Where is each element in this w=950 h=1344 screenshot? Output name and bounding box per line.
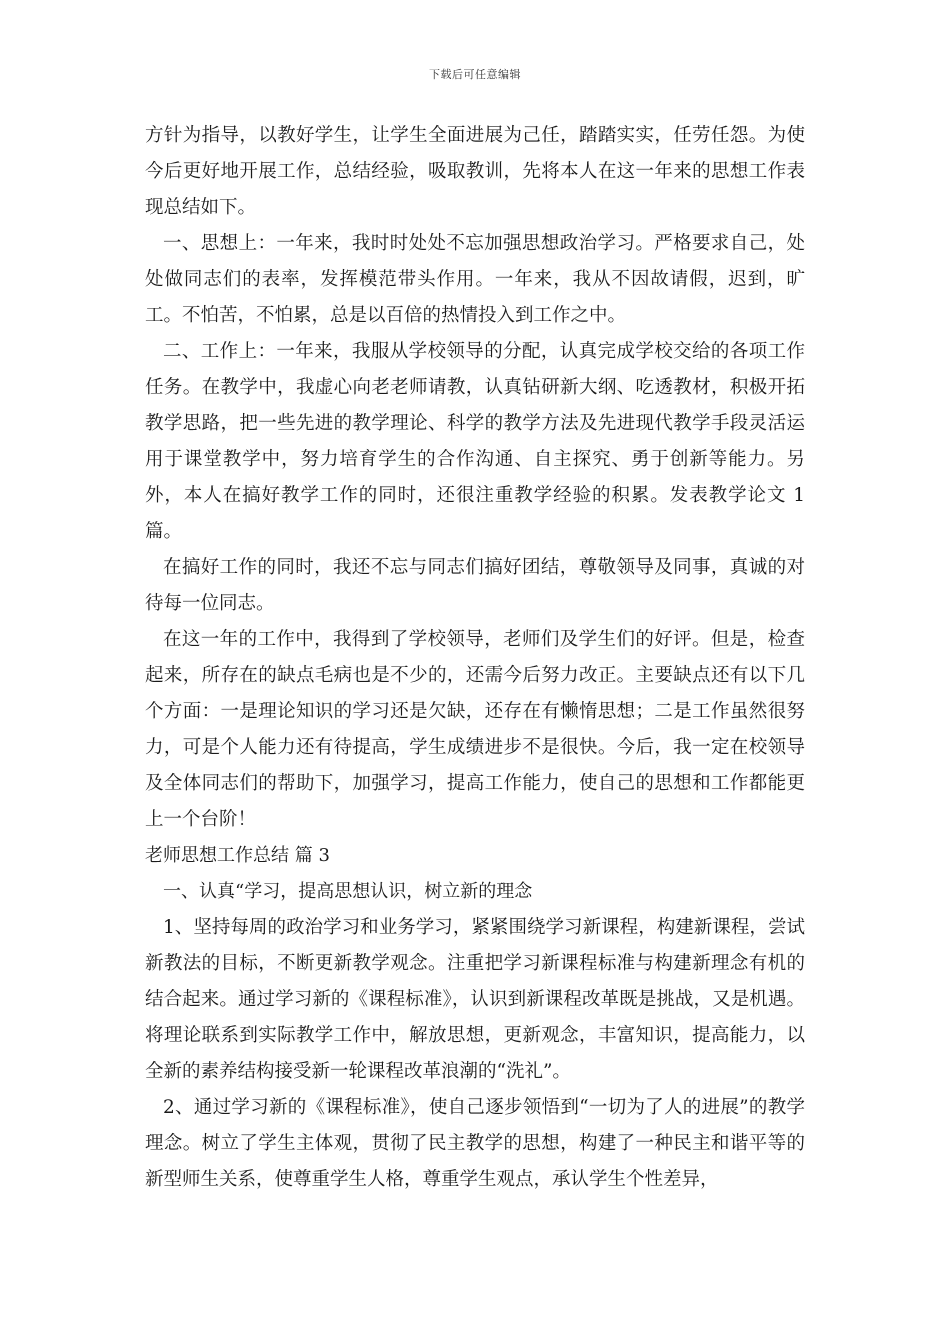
section-title: 老师思想工作总结 篇 3 <box>145 845 330 866</box>
page-header: 下载后可任意编辑 <box>429 68 521 81</box>
paragraph-item-1: 1、坚持每周的政治学习和业务学习，紧紧围绕学习新课程，构建新课程，尝试新教法的目标，不断更新教学观念。注重把学习新课程标准与构建新理念有机的结合起来。通过学习新的《课程标准》，认识到新课程改革既是挑战，又是机遇。将理论联系到实际教学工作中，解放思想，更新观念，丰富知识，提高能力，以全新的素养结构接受新一轮课程改革浪潮的“洗礼”。 <box>145 917 805 1082</box>
paragraph-work: 二、工作上：一年来，我服从学校领导的分配，认真完成学校交给的各项工作任务。在教学中，我虚心向老老师请教，认真钻研新大纲、吃透教材，积极开拓教学思路，把一些先进的教学理论、科学的教学方法及先进现代教学手段灵活运用于课堂教学中，努力培育学生的合作沟通、自主探究、勇于创新等能力。另外，本人在搞好教学工作的同时，还很注重教学经验的积累。发表教学论文 1 篇。 <box>145 341 805 542</box>
paragraph-unity: 在搞好工作的同时，我还不忘与同志们搞好团结，尊敬领导及同事，真诚的对待每一位同志。 <box>145 557 805 614</box>
section-subtitle: 一、认真“学习，提高思想认识，树立新的理念 <box>163 881 533 902</box>
paragraph-shortcomings: 在这一年的工作中，我得到了学校领导，老师们及学生们的好评。但是，检查起来，所存在的缺点毛病也是不少的，还需今后努力改正。主要缺点还有以下几个方面：一是理论知识的学习还是欠缺，还存在有懒惰思想；二是工作虽然很努力，可是个人能力还有待提高，学生成绩进步不是很快。今后，我一定在校领导及全体同志们的帮助下，加强学习，提高工作能力，使自己的思想和工作都能更上一个台阶！ <box>145 629 805 830</box>
paragraph-intro: 方针为指导，以教好学生，让学生全面进展为己任，踏踏实实，任劳任怨。为使今后更好地开展工作，总结经验，吸取教训，先将本人在这一年来的思想工作表现总结如下。 <box>145 125 805 218</box>
document-body <box>145 118 805 1198</box>
paragraph-item-2: 2、通过学习新的《课程标准》，使自己逐步领悟到“一切为了人的进展”的教学理念。树立了学生主体观，贯彻了民主教学的思想，构建了一种民主和谐平等的新型师生关系，使尊重学生人格，尊重学生观点，承认学生个性差异， <box>145 1097 805 1190</box>
paragraph-ideology: 一、思想上：一年来，我时时处处不忘加强思想政治学习。严格要求自己，处处做同志们的表率，发挥模范带头作用。一年来，我从不因故请假，迟到，旷工。不怕苦，不怕累，总是以百倍的热情投入到工作之中。 <box>145 233 805 326</box>
